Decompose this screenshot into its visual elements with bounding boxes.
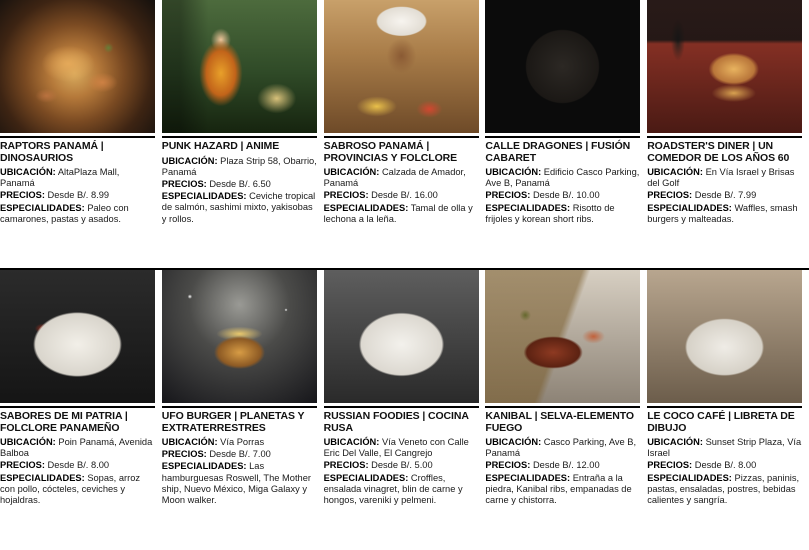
- photo-le-coco-cafe: [647, 270, 802, 403]
- location-field: [162, 156, 317, 178]
- price-label: PRECIOS:: [323, 460, 369, 471]
- location-value: Vía Porras: [220, 437, 265, 447]
- specialties-label: ESPECIALIDADES:: [323, 202, 409, 213]
- card-rule: [162, 406, 317, 408]
- card-rule: [485, 136, 640, 138]
- price-label: PRECIOS:: [647, 190, 693, 201]
- restaurant-title: ROADSTER'S DINER | UN COMEDOR DE LOS AÑOS 60: [647, 140, 790, 164]
- specialties-value: Tamal de olla y lechona a la leña.: [323, 202, 473, 224]
- specialties-label: ESPECIALIDADES:: [323, 472, 409, 483]
- photo-ufo-burger: [162, 270, 317, 403]
- restaurant-title: CALLE DRAGONES | FUSIÓN CABARET: [485, 140, 631, 164]
- photo-sabores-de-mi-patria: [0, 270, 155, 403]
- photo-russian-foodies: [324, 270, 479, 403]
- card-rule: [647, 136, 802, 138]
- specialties-label: ESPECIALIDADES:: [485, 472, 571, 483]
- price-value: Desde B/. 7.99: [694, 190, 757, 201]
- location-label: UBICACIÓN:: [323, 167, 380, 177]
- restaurant-title: RUSSIAN FOODIES | COCINA RUSA: [323, 410, 469, 434]
- price-value: Desde B/. 8.00: [694, 460, 757, 471]
- specialties-label: ESPECIALIDADES:: [647, 202, 732, 213]
- price-field: [324, 190, 479, 201]
- card-rule: [324, 136, 479, 138]
- price-value: Desde B/. 7.00: [209, 449, 271, 460]
- specialties-value: Sopas, arroz con pollo, cócteles, ceviches y hojaldras.: [0, 472, 141, 506]
- photo-roadsters-diner: [647, 0, 802, 133]
- location-value: Calzada de Amador, Panamá: [323, 167, 466, 189]
- specialties-value: Risotto de frijoles y korean short ribs.: [485, 202, 615, 224]
- price-field: [647, 190, 802, 201]
- card-rule: [162, 136, 317, 138]
- price-label: PRECIOS:: [161, 178, 207, 189]
- restaurant-title: UFO BURGER | PLANETAS Y EXTRATERRESTRES: [161, 410, 305, 434]
- price-value: Desde B/. 16.00: [371, 190, 438, 201]
- specialties-label: ESPECIALIDADES:: [161, 191, 247, 202]
- specialties-field: [647, 473, 802, 507]
- price-value: Desde B/. 8.00: [47, 460, 110, 471]
- location-value: En Vía Israel y Brisas del Golf: [647, 167, 795, 189]
- card-rule: [647, 406, 802, 408]
- price-label: PRECIOS:: [0, 190, 45, 201]
- location-field: [0, 167, 155, 189]
- price-label: PRECIOS:: [485, 190, 531, 201]
- photo-calle-dragones: [485, 0, 640, 133]
- specialties-value: Entraña a la piedra, Kanibal ribs, empanadas de carne y chistorra.: [485, 472, 632, 506]
- price-value: Desde B/. 5.00: [371, 460, 433, 471]
- specialties-value: Paleo con camarones, pastas y asados.: [0, 202, 129, 224]
- specialties-field: [485, 473, 640, 507]
- price-label: PRECIOS:: [647, 460, 693, 471]
- location-field: [324, 437, 479, 459]
- specialties-label: ESPECIALIDADES:: [647, 472, 732, 483]
- cards-row-bottom: [0, 270, 809, 550]
- location-value: Poin Panamá, Avenida Balboa: [0, 437, 153, 459]
- restaurant-title: LE COCO CAFÉ | LIBRETA DE DIBUJO: [647, 410, 795, 434]
- location-field: [647, 437, 802, 459]
- restaurant-title: SABORES DE MI PATRIA | FOLCLORE PANAMEÑO: [0, 410, 128, 434]
- location-value: Vía Veneto con Calle Eric Del Valle, El Cangrejo: [323, 437, 469, 459]
- specialties-value: Las hamburguesas Roswell, The Mother ship, Nuevo México, Miga Galaxy y Moon walker.: [161, 461, 311, 506]
- location-label: UBICACIÓN:: [485, 437, 542, 447]
- specialties-field: [485, 203, 640, 225]
- photo-raptors-panama: [0, 0, 155, 133]
- location-value: Sunset Strip Plaza, Vía Israel: [647, 437, 802, 459]
- price-field: [162, 179, 317, 190]
- specialties-field: [162, 461, 317, 506]
- location-value: Casco Parking, Ave B, Panamá: [485, 437, 637, 459]
- restaurant-card[interactable]: [324, 0, 486, 268]
- restaurant-card[interactable]: [647, 0, 809, 268]
- location-field: [485, 167, 640, 189]
- specialties-field: [0, 473, 155, 507]
- price-field: [0, 190, 155, 201]
- price-field: [0, 460, 155, 471]
- restaurant-title: RAPTORS PANAMÁ | DINOSAURIOS: [0, 140, 104, 164]
- cards-row-top: [0, 0, 809, 268]
- price-label: PRECIOS:: [161, 449, 207, 460]
- price-field: [485, 190, 640, 201]
- photo-punk-hazard: [162, 0, 317, 133]
- location-field: [162, 437, 317, 448]
- photo-sabroso-panama: [324, 0, 479, 133]
- restaurant-card[interactable]: [162, 0, 324, 268]
- specialties-value: Waffles, smash burgers y malteadas.: [647, 202, 798, 224]
- price-value: Desde B/. 10.00: [532, 190, 600, 201]
- restaurant-title: SABROSO PANAMÁ | PROVINCIAS Y FOLCLORE: [323, 140, 458, 164]
- specialties-label: ESPECIALIDADES:: [161, 461, 247, 472]
- price-label: PRECIOS:: [323, 190, 369, 201]
- location-label: UBICACIÓN:: [647, 437, 703, 447]
- location-field: [647, 167, 802, 189]
- specialties-field: [0, 203, 155, 225]
- location-value: Plaza Strip 58, Obarrio, Panamá: [161, 155, 317, 177]
- location-label: UBICACIÓN:: [647, 167, 703, 177]
- specialties-value: Ceviche tropical de salmón, sashimi mixto, yakisobas y rollos.: [161, 191, 316, 224]
- price-field: [162, 449, 317, 460]
- restaurant-card[interactable]: [324, 270, 486, 550]
- location-label: UBICACIÓN:: [0, 437, 56, 447]
- specialties-label: ESPECIALIDADES:: [0, 472, 85, 483]
- location-label: UBICACIÓN:: [485, 167, 542, 177]
- restaurant-title: KANIBAL | SELVA-ELEMENTO FUEGO: [485, 410, 634, 434]
- location-field: [0, 437, 155, 459]
- photo-kanibal: [485, 270, 640, 403]
- price-label: PRECIOS:: [0, 460, 45, 471]
- specialties-field: [647, 203, 802, 225]
- location-value: Edificio Casco Parking, Ave B, Panamá: [485, 167, 640, 189]
- price-value: Desde B/. 8.99: [47, 190, 110, 201]
- price-field: [324, 460, 479, 471]
- restaurant-card[interactable]: [0, 0, 162, 268]
- specialties-field: [324, 473, 479, 507]
- location-field: [324, 167, 479, 189]
- price-field: [647, 460, 802, 471]
- card-rule: [0, 136, 155, 138]
- specialties-label: ESPECIALIDADES:: [485, 202, 571, 213]
- restaurant-title: PUNK HAZARD | ANIME: [161, 140, 280, 152]
- location-label: UBICACIÓN:: [323, 437, 380, 447]
- price-field: [485, 460, 640, 471]
- restaurant-card[interactable]: [0, 270, 162, 550]
- location-label: UBICACIÓN:: [161, 155, 218, 166]
- specialties-field: [324, 203, 479, 225]
- restaurant-card[interactable]: [162, 270, 324, 550]
- specialties-value: Croffles, ensalada vinagret, blin de carne y hongos, vareniki y pelmeni.: [323, 472, 463, 506]
- card-rule: [324, 406, 479, 408]
- location-label: UBICACIÓN:: [0, 167, 56, 177]
- specialties-field: [162, 191, 317, 225]
- location-field: [485, 437, 640, 459]
- restaurant-card[interactable]: [485, 0, 647, 268]
- price-value: Desde B/. 12.00: [532, 460, 600, 471]
- price-label: PRECIOS:: [485, 460, 531, 471]
- location-label: UBICACIÓN:: [161, 437, 218, 447]
- price-value: Desde B/. 6.50: [209, 178, 271, 189]
- card-rule: [485, 406, 640, 408]
- restaurant-card[interactable]: [647, 270, 809, 550]
- restaurant-card[interactable]: [485, 270, 647, 550]
- specialties-label: ESPECIALIDADES:: [0, 202, 85, 213]
- location-value: AltaPlaza Mall, Panamá: [0, 167, 120, 189]
- card-rule: [0, 406, 155, 408]
- specialties-value: Pizzas, paninis, pastas, ensaladas, postres, bebidas calientes y sangría.: [647, 472, 800, 506]
